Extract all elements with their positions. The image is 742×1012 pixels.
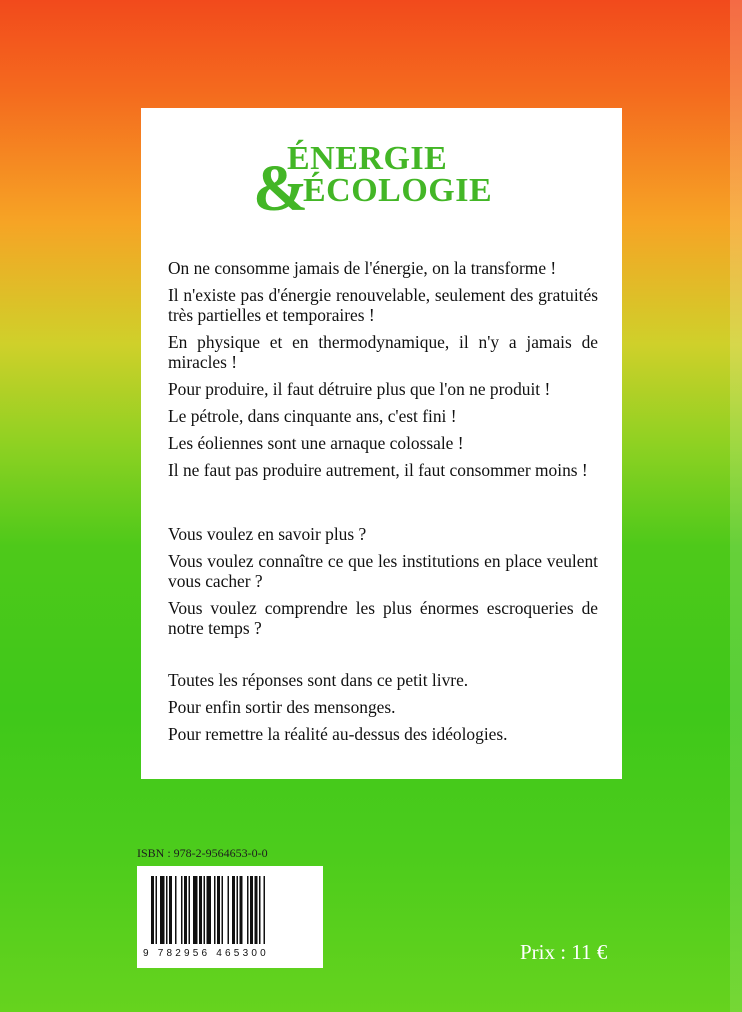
barcode-bar	[250, 876, 253, 944]
price-label: Prix : 11 €	[520, 940, 608, 964]
barcode-bar	[193, 876, 198, 944]
barcode-bar	[151, 876, 154, 944]
statement: On ne consomme jamais de l'énergie, on la transforme !	[168, 258, 557, 278]
statement: Le pétrole, dans cinquante ans, c'est fini !	[168, 406, 457, 426]
question: Vous voulez comprendre les plus énormes escroqueries de notre temps ?	[168, 598, 598, 638]
barcode-bar	[207, 876, 212, 944]
barcode-bar	[232, 876, 235, 944]
text-panel	[141, 108, 622, 779]
barcode-bar	[175, 876, 177, 944]
statement: Pour produire, il faut détruire plus que l'on ne produit !	[168, 379, 551, 399]
questions-block	[168, 524, 598, 645]
barcode-bar	[237, 876, 239, 944]
question: Vous voulez connaître ce que les institutions en place veulent vous cacher ?	[168, 551, 598, 591]
isbn-label: ISBN : 978-2-9564653-0-0	[137, 846, 268, 860]
barcode-bar	[264, 876, 266, 944]
barcode-digits: 9 782956 465300	[143, 948, 269, 959]
barcode-bar	[240, 876, 243, 944]
barcode-bar	[204, 876, 206, 944]
barcode-bar	[214, 876, 216, 944]
statements-block	[168, 258, 598, 487]
barcode-bar	[160, 876, 165, 944]
barcode-bar	[199, 876, 202, 944]
statement: En physique et en thermodynamique, il n'y a jamais de miracles !	[168, 332, 598, 372]
barcode-bar	[169, 876, 172, 944]
barcode-bar	[189, 876, 191, 944]
barcode-bar	[222, 876, 224, 944]
barcode-bar	[228, 876, 230, 944]
book-title-logo	[253, 140, 513, 225]
barcode	[137, 866, 323, 968]
barcode-bar	[184, 876, 187, 944]
barcode-bars	[137, 866, 323, 956]
title-ampersand: &	[253, 152, 308, 225]
title-word-ecologie: ÉCOLOGIE	[303, 172, 493, 209]
barcode-bar	[255, 876, 258, 944]
answers-block	[168, 670, 598, 751]
answer: Pour remettre la réalité au-dessus des idéologies.	[168, 724, 508, 744]
barcode-bar	[166, 876, 168, 944]
spine-edge	[730, 0, 742, 1012]
statement: Il n'existe pas d'énergie renouvelable, seulement des gratuités très partielles et temporaires !	[168, 285, 598, 325]
answer: Toutes les réponses sont dans ce petit livre.	[168, 670, 469, 690]
barcode-bar	[156, 876, 158, 944]
answer: Pour enfin sortir des mensonges.	[168, 697, 396, 717]
title-word-energie: ÉNERGIE	[287, 140, 448, 177]
barcode-bar	[259, 876, 261, 944]
barcode-bar	[247, 876, 249, 944]
statement: Il ne faut pas produire autrement, il faut consommer moins !	[168, 460, 588, 480]
statement: Les éoliennes sont une arnaque colossale !	[168, 433, 464, 453]
barcode-bar	[181, 876, 183, 944]
question: Vous voulez en savoir plus ?	[168, 524, 367, 544]
barcode-bar	[217, 876, 220, 944]
